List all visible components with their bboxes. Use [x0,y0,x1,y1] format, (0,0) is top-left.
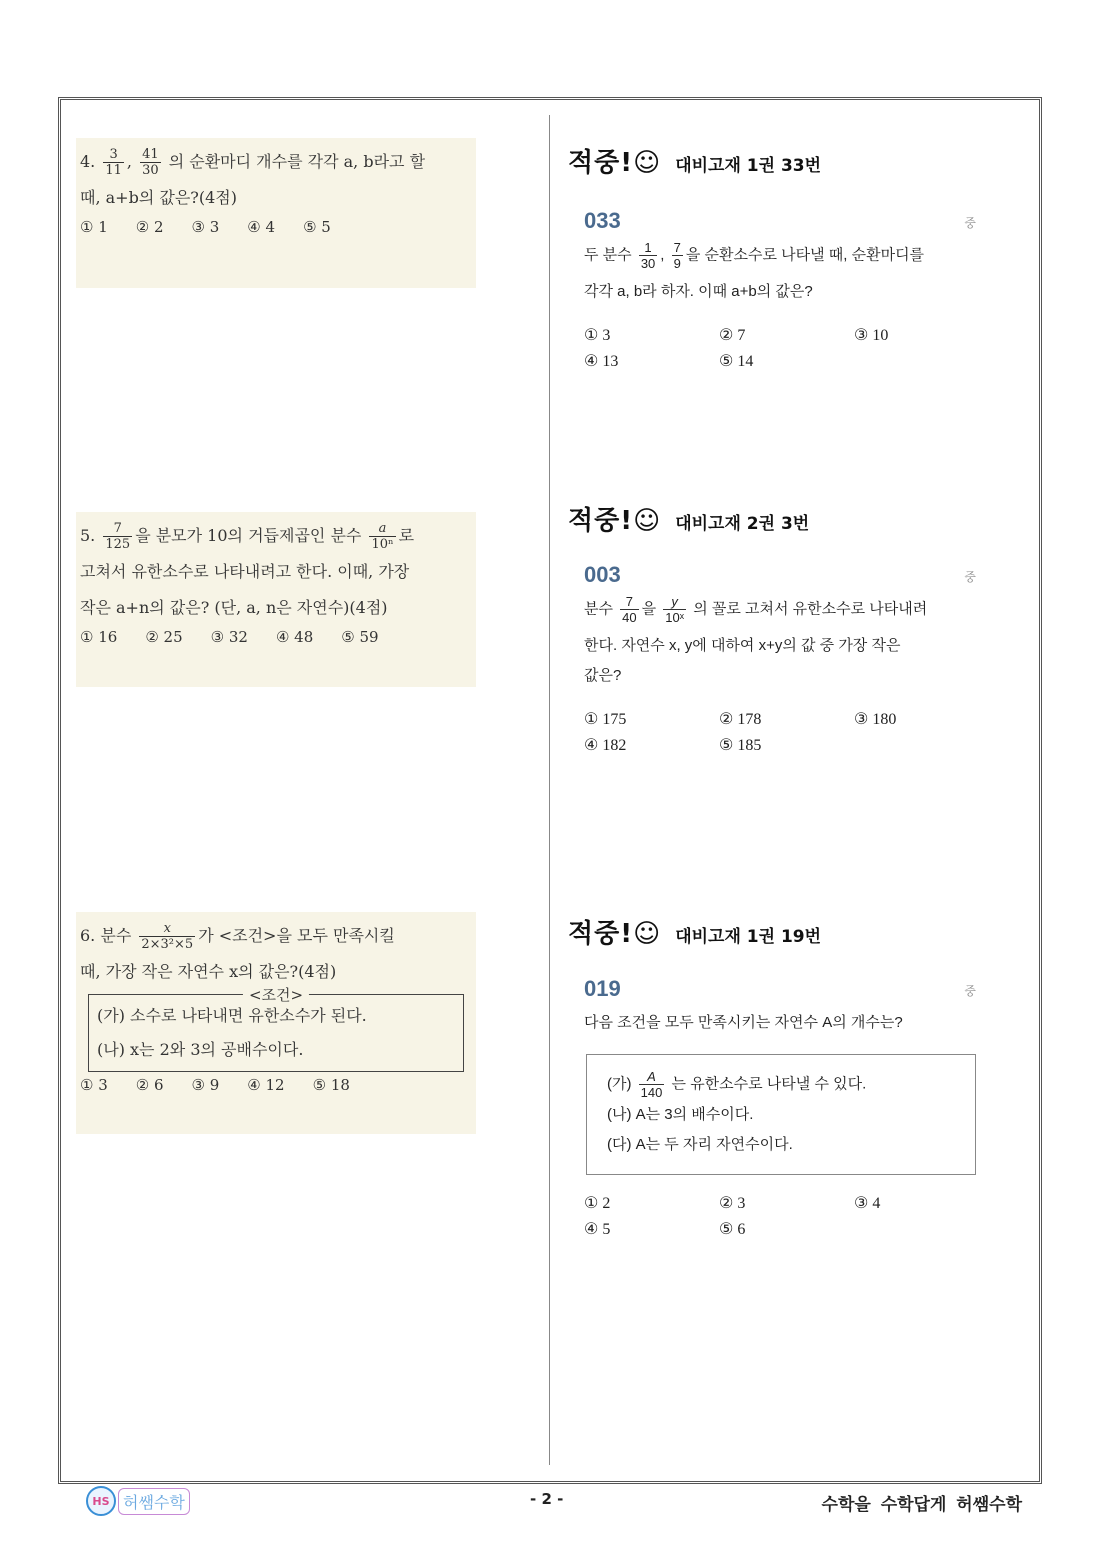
choice: ② 25 [145,628,183,646]
choice: ① 1 [80,218,108,236]
condition-box: (가) $\frac{A}{140}$ 는 유한소수로 나타낼 수 있다. (나) A는 3의 배수이다. (다) A는 두 자리 자연수이다. [586,1054,976,1175]
reference-problem-033: 033 중 두 분수 $\frac{1}{30}$ , $\frac{7}{9}$ 을 순환소수로 나타낼 때, 순환마디를 각각 a, b라 하자. 이때 a+b의 값은? ① 3 ② 7 ③ 10 ④ 13 ⑤ 14 [584,208,976,370]
brand-logo [86,1486,190,1516]
reference-problem-003: 003 중 분수 $\frac{7}{40}$ 을 $\frac{y}{\text{10ˣ}}$ 의 꼴로 고쳐서 유한소수로 나타내려 한다. 자연수 x, y에 대하여 x+y의 값 중 가장 작은 값은? ① 175 ② 178 ③ 180 ④ 182 ⑤ 185 [584,562,976,754]
problem-number: 5. [80,526,96,545]
choice: ③ 32 [210,628,248,646]
choice: ⑤ 5 [303,218,331,236]
column-divider [549,115,550,1465]
problem-text: 을 분모가 10의 거듭제곱인 분수 [135,526,362,545]
problem-text: 각각 a, b라 하자. 이때 a+b의 값은? [584,283,813,300]
answer-choices [584,709,976,755]
problem-text: 의 순환마디 개수를 각각 a, b라고 할 [168,152,426,171]
hit-header [568,500,809,537]
choice: ③ 9 [191,1076,220,1094]
scanned-problem-6: 6. 분수 $\frac{x}{\text{2×3²×5}}$ 가 <조건>을 모두 만족시킬 때, 가장 작은 자연수 x의 값은?(4점) <조건> (가) 소수로 나타내면 유한소수가 된다. (나) x는 2와 3의 공배수이다. ① 3 ② 6 ③ 9 ④ 12 ⑤ 18 [76,912,476,1134]
choice: ④ 48 [275,628,314,646]
fraction: $\frac{y}{\text{10ˣ}}$ [665,594,685,625]
choice: ① 2 [584,1195,611,1212]
reference-problem-019 [584,976,976,1239]
choice: ② 7 [719,327,746,344]
hit-header [568,142,821,179]
choice: ① 3 [584,327,611,344]
choice: ④ 182 [584,737,627,754]
condition-item: (다) A는 두 자리 자연수이다. [607,1136,793,1153]
problem-text: 다음 조건을 모두 만족시키는 자연수 A의 개수는? [584,1014,903,1031]
hit-reference: 대비고재 1권 33번 [675,156,822,176]
choice: ② 6 [135,1076,164,1094]
choice: ⑤ 18 [312,1076,350,1094]
fraction: $\frac{7}{40}$ [622,594,637,625]
choice: ② 3 [719,1195,746,1212]
scanned-problem-4: 4. $\frac{3}{11}$ , $\frac{41}{30}$ 의 순환마디 개수를 각각 a, b라고 할 때, a+b의 값은?(4점) ① 1 ② 2 ③ 3 ④ 4 ⑤ 5 [76,138,476,288]
problem-text: 값은? [584,667,622,684]
choice: ① 16 [80,628,118,646]
choice: ③ 3 [191,218,220,236]
fraction: $\frac{a}{\text{10ⁿ}}$ [371,521,394,552]
footer-tagline: 수학을 수학답게 허쌤수학 [821,1495,1022,1515]
condition-title: <조건> [243,984,309,1005]
fraction: $\frac{7}{125}$ [105,521,131,552]
difficulty-badge: 중 [964,216,976,230]
answer-choices [584,1193,976,1239]
choice: ③ 4 [854,1195,881,1212]
condition-item: (가) 소수로 나타내면 유한소수가 된다. [97,1006,367,1025]
choice: ⑤ 14 [719,353,754,370]
fraction: $\frac{x}{\text{2×3²×5}}$ [141,921,194,952]
condition-item: (나) A는 3의 배수이다. [607,1106,754,1123]
choice: ⑤ 59 [341,628,379,646]
condition-box [88,986,464,1072]
difficulty-badge: 중 [964,984,976,998]
problem-text: 때, 가장 작은 자연수 x의 값은?(4점) [80,962,337,981]
hit-header [568,913,821,950]
problem-number: 6. [80,926,96,945]
problem-text: 작은 a+n의 값은? (단, a, n은 자연수)(4점) [80,598,388,617]
logo-mark-icon: HS [86,1486,116,1516]
fraction: $\frac{41}{30}$ [142,147,159,178]
fraction: $\frac{3}{11}$ [105,147,122,178]
hit-reference: 대비고재 2권 3번 [675,514,810,534]
choice: ④ 5 [584,1221,611,1238]
hit-label: 적중!☺ [568,148,662,178]
choice: ② 178 [719,711,762,728]
answer-choices [80,628,472,646]
fraction: $\frac{1}{30}$ [640,240,656,271]
choice: ④ 13 [584,353,619,370]
problem-number: 019 [584,976,621,1001]
choice: ④ 12 [247,1076,285,1094]
choice: ③ 180 [854,711,897,728]
hit-label: 적중!☺ [568,506,662,536]
scanned-problem-5: 5. $\frac{7}{125}$ 을 분모가 10의 거듭제곱인 분수 $\frac{a}{\text{10ⁿ}}$ 로 고쳐서 유한소수로 나타내려고 한다. 이때, 가장 작은 a+n의 값은? (단, a, n은 자연수)(4점) ① 16 ② 25 ③ 32 ④ 48 ⑤ 59 [76,512,476,687]
problem-text: 고쳐서 유한소수로 나타내려고 한다. 이때, 가장 [80,562,410,581]
logo-text: 허쌤수학 [118,1488,190,1515]
choice: ⑤ 6 [719,1221,746,1238]
choice: ⑤ 185 [719,737,762,754]
answer-choices [80,1076,472,1094]
choice: ③ 10 [854,327,889,344]
choice: ② 2 [135,218,164,236]
choice: ① 175 [584,711,627,728]
problem-number: 003 [584,562,621,587]
fraction: $\frac{7}{9}$ [673,240,681,271]
fraction: $\frac{A}{140}$ [640,1069,663,1100]
answer-choices [80,218,472,236]
hit-label: 적중!☺ [568,919,662,949]
page-number: - 2 - [530,1490,564,1508]
choice: ④ 4 [247,218,276,236]
problem-text: 한다. 자연수 x, y에 대하여 x+y의 값 중 가장 작은 [584,637,901,654]
answer-choices [584,325,976,371]
problem-text: 때, a+b의 값은?(4점) [80,188,237,207]
hit-reference: 대비고재 1권 19번 [675,927,822,947]
difficulty-badge: 중 [964,570,976,584]
problem-number: 033 [584,208,621,233]
condition-item: (나) x는 2와 3의 공배수이다. [97,1040,304,1059]
choice: ① 3 [80,1076,108,1094]
problem-number: 4. [80,152,96,171]
